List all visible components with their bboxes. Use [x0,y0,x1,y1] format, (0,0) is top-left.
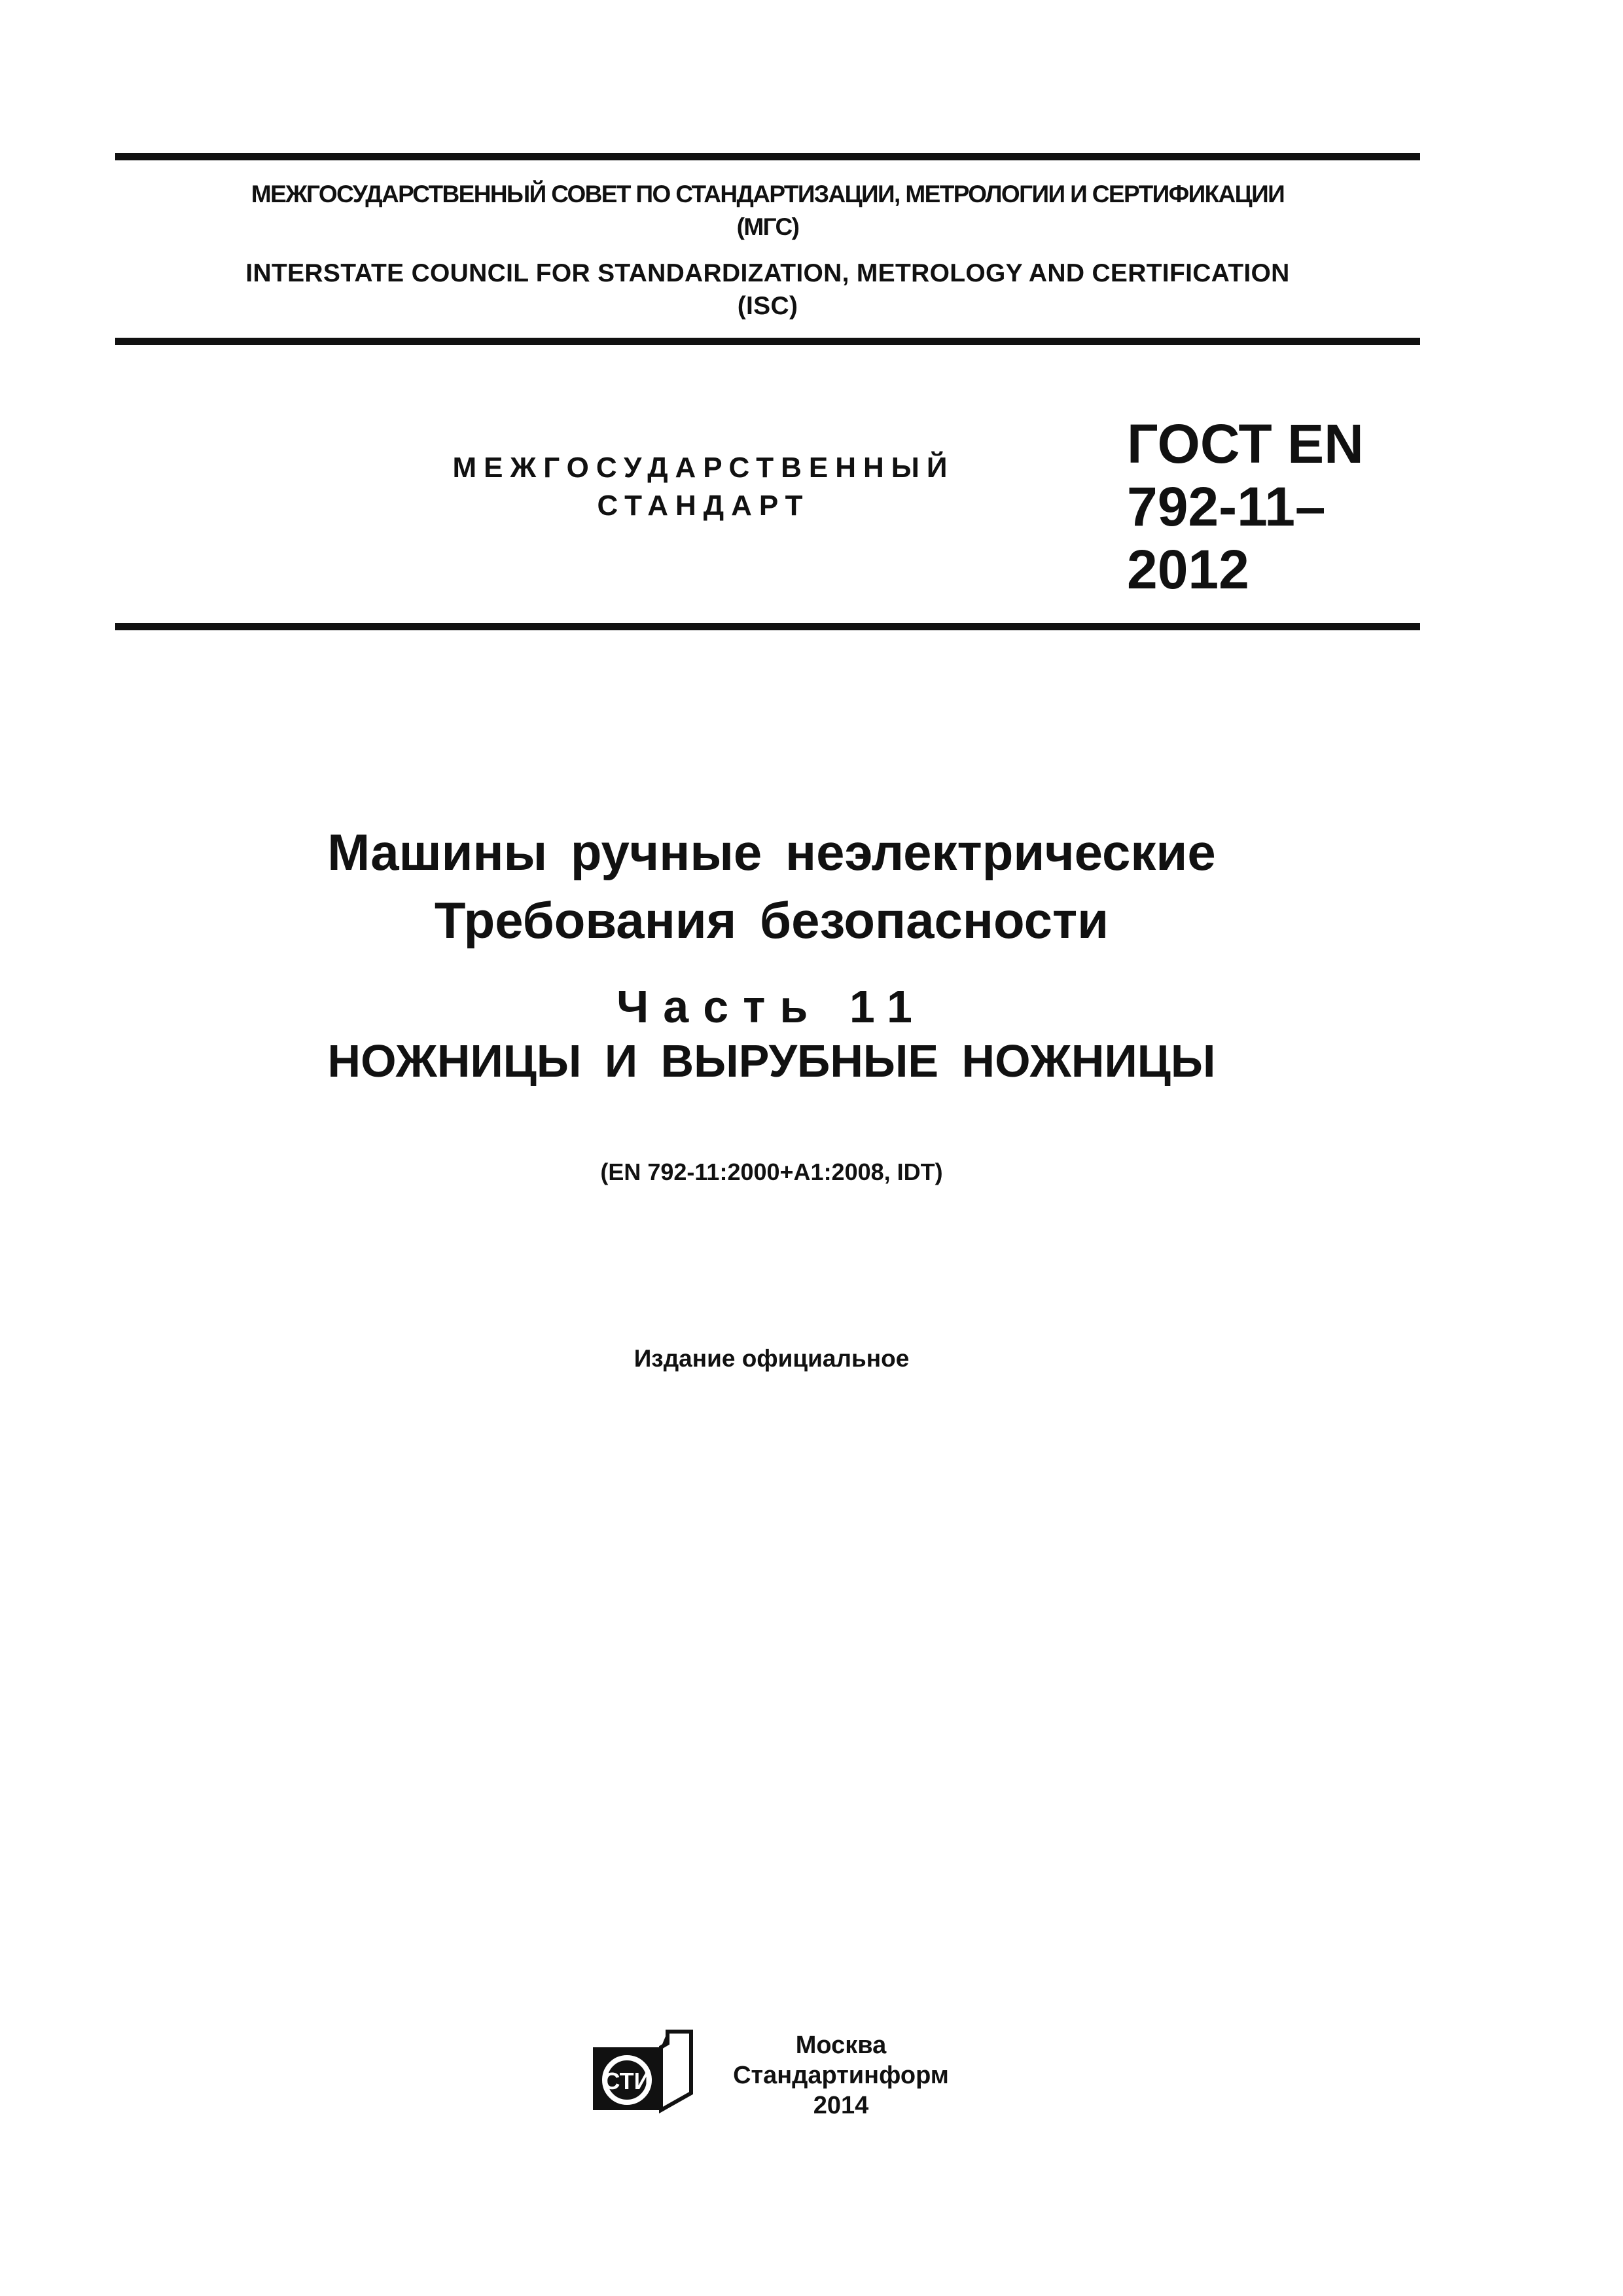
standard-kind [393,449,1014,525]
part-subtitle: НОЖНИЦЫ И ВЫРУБНЫЕ НОЖНИЦЫ [327,1035,1216,1086]
council-abbrev-en: (ISC) [737,292,798,320]
european-standard-reference: (EN 792-11:2000+A1:2008, IDT) [600,1158,943,1185]
council-abbrev-ru: (МГС) [736,213,799,240]
standartinform-logo-icon [589,2028,694,2114]
publisher-info [720,2030,962,2121]
gost-number-year: 2012 [1127,539,1249,600]
svg-text:СТИ: СТИ [603,2068,651,2094]
title-line2: Требования безопасности [434,891,1109,949]
publisher-city: Москва [795,2032,887,2059]
title-line1: Машины ручные неэлектрические [327,823,1216,881]
edition-note: Издание официальное [633,1345,910,1372]
standard-kind-line2: СТАНДАРТ [597,490,810,522]
middle-rule [115,338,1420,345]
council-name-english [115,257,1420,323]
council-name-ru-line: МЕЖГОСУДАРСТВЕННЫЙ СОВЕТ ПО СТАНДАРТИЗАЦИИ, МЕТРОЛОГИИ И СЕРТИФИКАЦИИ [251,181,1285,207]
bottom-rule [115,623,1420,630]
top-rule [115,153,1420,160]
council-name-russian [115,178,1420,243]
publication-year: 2014 [813,2092,869,2119]
gost-number-line2: 792-11– [1127,476,1326,537]
part-label: Часть 11 [616,981,927,1032]
document-title [115,818,1428,954]
publisher-name: Стандартинформ [733,2062,949,2089]
standard-kind-line1: МЕЖГОСУДАРСТВЕННЫЙ [452,452,955,484]
gost-designation [1127,412,1364,601]
council-name-en-line: INTERSTATE COUNCIL FOR STANDARDIZATION, METROLOGY AND CERTIFICATION [245,259,1290,287]
gost-number-line1: ГОСТ EN [1127,413,1364,475]
